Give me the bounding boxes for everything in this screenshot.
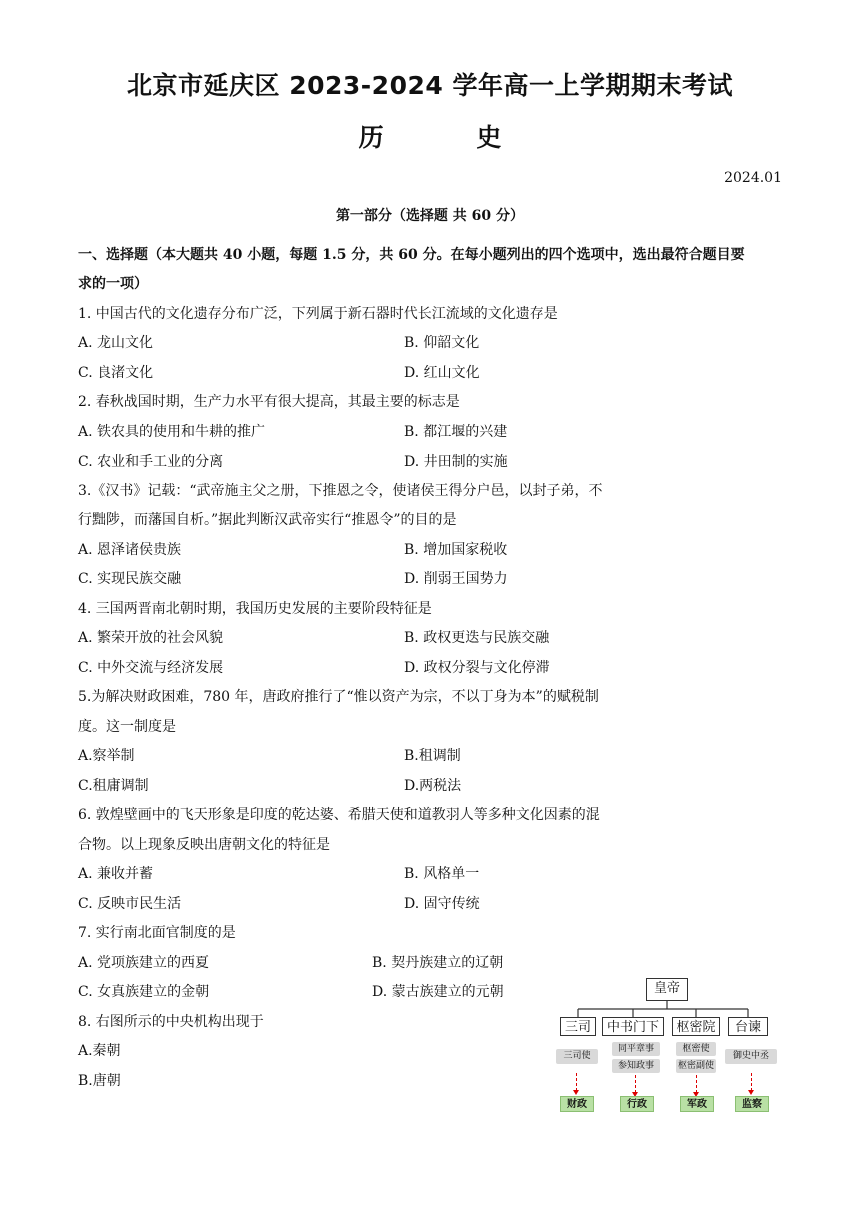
section-instructions-line2: 求的一项） — [78, 276, 148, 292]
question-2-stem: 2. 春秋战国时期，生产力水平有很大提高，其最主要的标志是 — [78, 394, 460, 410]
sub-shumifushi: 枢密副使 — [677, 1061, 714, 1071]
question-1-option-c: C. 良渚文化 — [78, 365, 154, 381]
question-6-option-d: D. 固守传统 — [404, 896, 480, 912]
question-4-stem: 4. 三国两晋南北朝时期，我国历史发展的主要阶段特征是 — [78, 601, 432, 617]
question-3-stem-line1: 3.《汉书》记载：“武帝施主父之册，下推恩之令，使诸侯王得分户邑，以封子弟，不 — [78, 483, 603, 499]
exam-date: 2024.01 — [724, 170, 782, 186]
question-3-option-c: C. 实现民族交融 — [78, 571, 182, 587]
central-institutions-diagram — [552, 976, 782, 1116]
result-supervision: 监察 — [735, 1096, 769, 1112]
question-5-stem-line2: 度。这一制度是 — [78, 719, 176, 735]
question-2-option-a: A. 铁农具的使用和牛耕的推广 — [78, 424, 266, 440]
question-5-stem-line1: 5.为解决财政困难，780 年，唐政府推行了“惟以资产为宗，不以丁身为本”的赋税制 — [78, 689, 599, 705]
branch-shumiyuan-box: 枢密院 — [672, 1017, 720, 1036]
result-administration: 行政 — [620, 1096, 654, 1112]
sub-shumishi: 枢密使 — [676, 1042, 716, 1056]
question-7-option-a: A. 党项族建立的西夏 — [78, 955, 210, 971]
question-4-option-b: B. 政权更迭与民族交融 — [404, 630, 550, 646]
question-5-option-b: B.租调制 — [404, 748, 461, 764]
result-military: 军政 — [680, 1096, 714, 1112]
question-6-stem-line1: 6. 敦煌壁画中的飞天形象是印度的乾达婆、希腊天使和道教羽人等多种文化因素的混 — [78, 807, 600, 823]
question-5-option-d: D.两税法 — [404, 778, 462, 794]
arrow-down-icon — [576, 1073, 577, 1091]
question-3-option-a: A. 恩泽诸侯贵族 — [78, 542, 182, 558]
question-2-option-c: C. 农业和手工业的分离 — [78, 454, 224, 470]
question-1-option-b: B. 仰韶文化 — [404, 335, 480, 351]
question-7-option-d: D. 蒙古族建立的元朝 — [372, 984, 504, 1000]
question-2-option-d: D. 井田制的实施 — [404, 454, 508, 470]
section-instructions-line1: 一、选择题（本大题共 40 小题，每题 1.5 分，共 60 分。在每小题列出的四个选项中，选出最符合题目要 — [78, 247, 745, 263]
question-8-option-b: B.唐朝 — [78, 1073, 121, 1089]
branch-taijian-box: 台谏 — [728, 1017, 768, 1036]
sub-sansishi: 三司使 — [556, 1049, 598, 1064]
question-1-option-a: A. 龙山文化 — [78, 335, 154, 351]
sub-tongpingzhangshi: 同平章事 — [612, 1042, 660, 1056]
sub-canzhizhengshi: 参知政事 — [612, 1059, 660, 1073]
arrow-down-icon — [696, 1075, 697, 1093]
question-4-option-a: A. 繁荣开放的社会风貌 — [78, 630, 224, 646]
question-5-option-a: A.察举制 — [78, 748, 135, 764]
branch-zhongshu-box: 中书门下 — [602, 1017, 664, 1036]
exam-title: 北京市延庆区 2023-2024 学年高一上学期期末考试 — [127, 71, 733, 100]
result-finance: 财政 — [560, 1096, 594, 1112]
question-1-stem: 1. 中国古代的文化遗存分布广泛，下列属于新石器时代长江流域的文化遗存是 — [78, 306, 558, 322]
question-3-option-b: B. 增加国家税收 — [404, 542, 508, 558]
question-3-stem-line2: 行黜陟，而藩国自析。”据此判断汉武帝实行“推恩令”的目的是 — [78, 512, 457, 528]
emperor-box: 皇帝 — [646, 978, 688, 1001]
branch-sansi-box: 三司 — [560, 1017, 596, 1036]
question-2-option-b: B. 都江堰的兴建 — [404, 424, 508, 440]
question-8-option-a: A.秦朝 — [78, 1043, 121, 1059]
arrow-down-icon — [751, 1073, 752, 1091]
question-7-option-c: C. 女真族建立的金朝 — [78, 984, 210, 1000]
subject-title: 历 史 — [358, 123, 544, 152]
question-4-option-c: C. 中外交流与经济发展 — [78, 660, 224, 676]
question-8-stem: 8. 右图所示的中央机构出现于 — [78, 1014, 264, 1030]
sub-yushizhongcheng: 御史中丞 — [725, 1049, 777, 1064]
question-7-stem: 7. 实行南北面官制度的是 — [78, 925, 236, 941]
question-6-option-c: C. 反映市民生活 — [78, 896, 182, 912]
question-5-option-c: C.租庸调制 — [78, 778, 149, 794]
question-7-option-b: B. 契丹族建立的辽朝 — [372, 955, 504, 971]
arrow-down-icon — [635, 1075, 636, 1093]
question-1-option-d: D. 红山文化 — [404, 365, 480, 381]
question-3-option-d: D. 削弱王国势力 — [404, 571, 508, 587]
question-4-option-d: D. 政权分裂与文化停滞 — [404, 660, 550, 676]
question-6-stem-line2: 合物。以上现象反映出唐朝文化的特征是 — [78, 837, 330, 853]
part-title: 第一部分（选择题 共 60 分） — [335, 208, 525, 224]
question-6-option-b: B. 风格单一 — [404, 866, 480, 882]
question-6-option-a: A. 兼收并蓄 — [78, 866, 154, 882]
